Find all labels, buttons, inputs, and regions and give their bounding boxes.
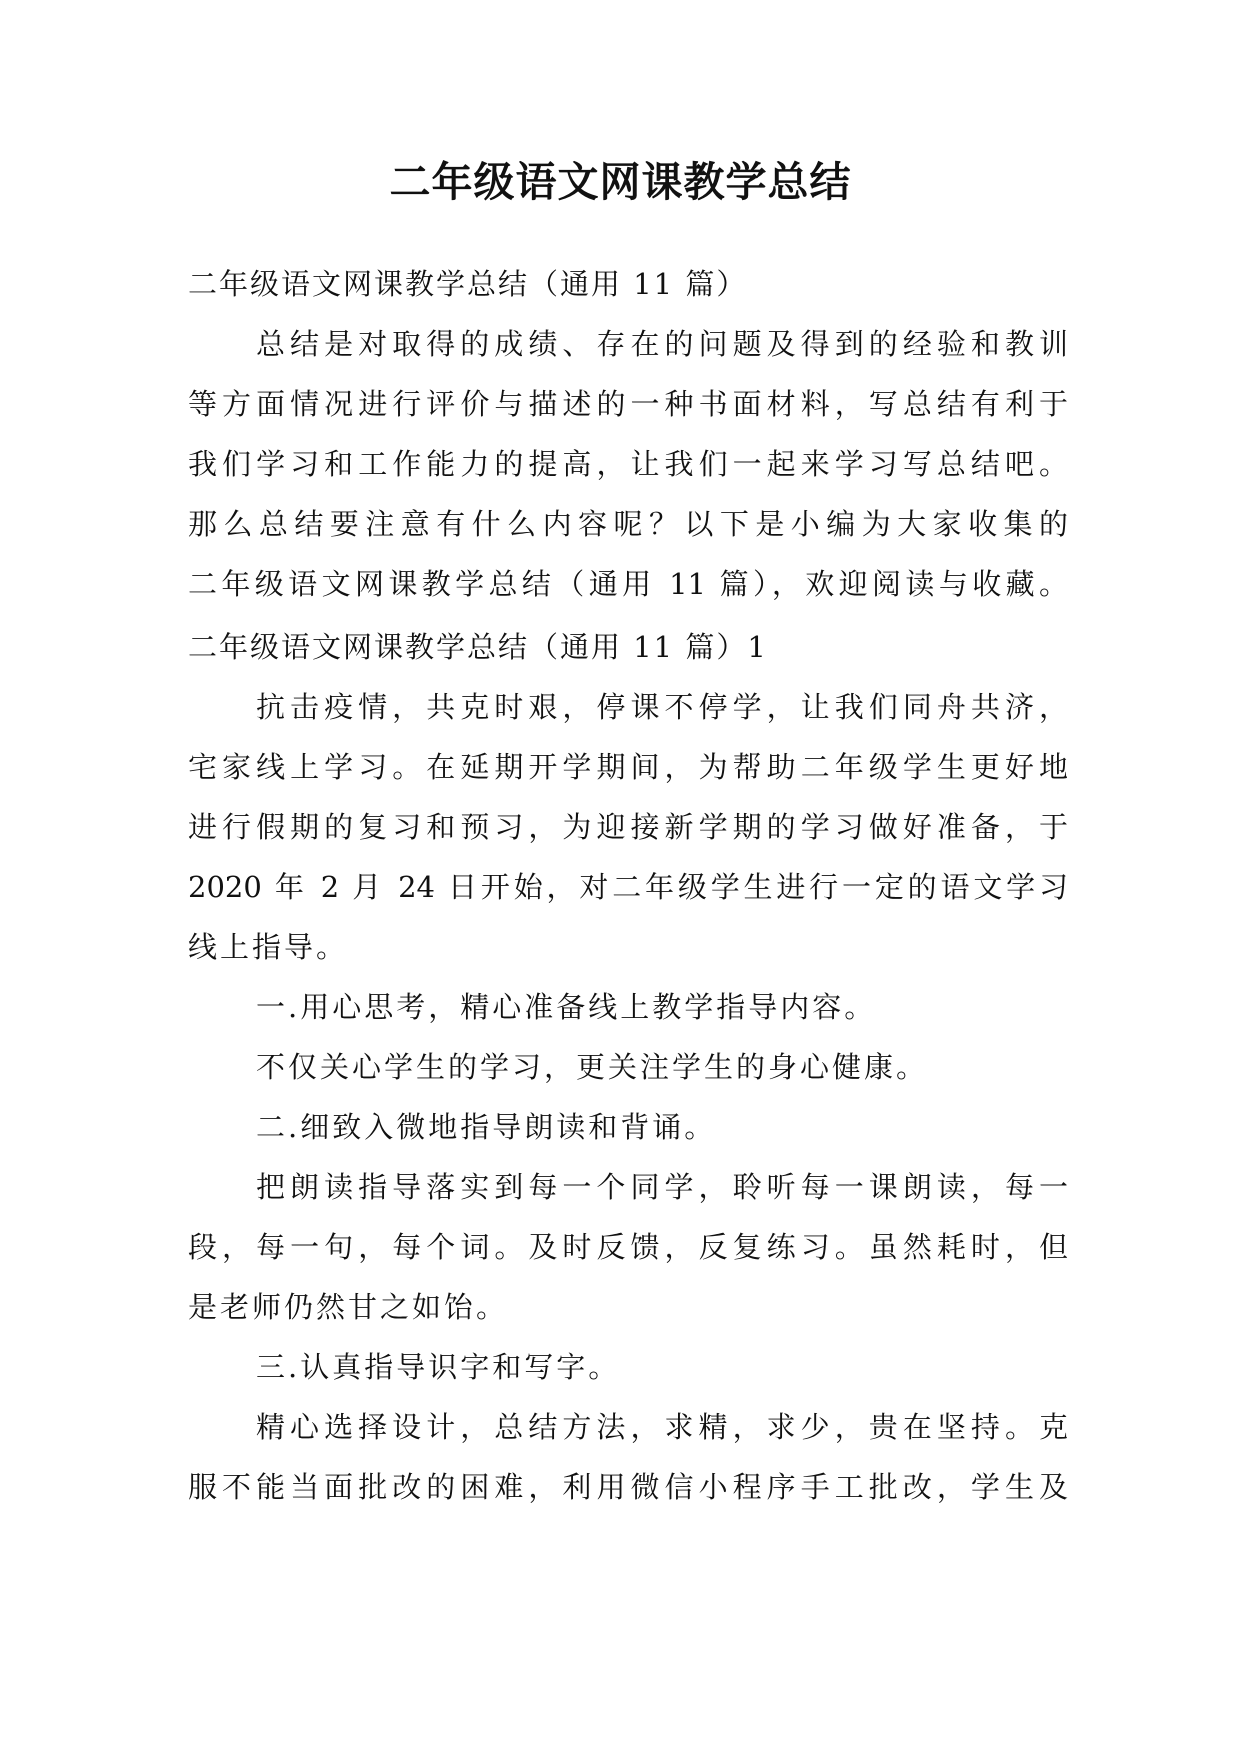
paragraph-line: 把朗读指导落实到每一个同学，聆听每一课朗读，每一 [256, 1170, 1068, 1204]
intro-line: 二年级语文网课教学总结（通用 11 篇），欢迎阅读与收藏。 [188, 567, 1068, 601]
paragraph-line: 服不能当面批改的困难，利用微信小程序手工批改，学生及 [188, 1470, 1068, 1504]
point-1-text: 不仅关心学生的学习，更关注学生的身心健康。 [256, 1050, 929, 1084]
point-1-heading: 一.用心思考，精心准备线上教学指导内容。 [256, 990, 877, 1024]
intro-section [188, 254, 1068, 614]
intro-line: 等方面情况进行评价与描述的一种书面材料，写总结有利于 [188, 387, 1068, 421]
paragraph-line: 是老师仍然甘之如饴。 [188, 1290, 509, 1324]
intro-heading: 二年级语文网课教学总结（通用 11 篇） [188, 267, 748, 301]
paragraph-line: 线上指导。 [188, 930, 349, 964]
point-3-heading: 三.认真指导识字和写字。 [256, 1350, 621, 1384]
section-1-heading: 二年级语文网课教学总结（通用 11 篇）1 [188, 630, 768, 664]
document-title: 二年级语文网课教学总结 [389, 158, 852, 206]
paragraph-line: 进行假期的复习和预习，为迎接新学期的学习做好准备，于 [188, 810, 1068, 844]
paragraph-line: 2020 年 2 月 24 日开始，对二年级学生进行一定的语文学习 [188, 870, 1068, 904]
intro-line: 我们学习和工作能力的提高，让我们一起来学习写总结吧。 [188, 447, 1068, 481]
section-1 [188, 617, 1068, 1517]
paragraph-line: 段，每一句，每个词。及时反馈，反复练习。虽然耗时，但 [188, 1230, 1068, 1264]
intro-line: 总结是对取得的成绩、存在的问题及得到的经验和教训 [256, 327, 1068, 361]
paragraph-line: 抗击疫情，共克时艰，停课不停学，让我们同舟共济， [256, 690, 1068, 724]
intro-line: 那么总结要注意有什么内容呢？以下是小编为大家收集的 [188, 507, 1068, 541]
point-2-heading: 二.细致入微地指导朗读和背诵。 [256, 1110, 717, 1144]
paragraph-line: 宅家线上学习。在延期开学期间，为帮助二年级学生更好地 [188, 750, 1068, 784]
paragraph-line: 精心选择设计，总结方法，求精，求少，贵在坚持。克 [256, 1410, 1068, 1444]
